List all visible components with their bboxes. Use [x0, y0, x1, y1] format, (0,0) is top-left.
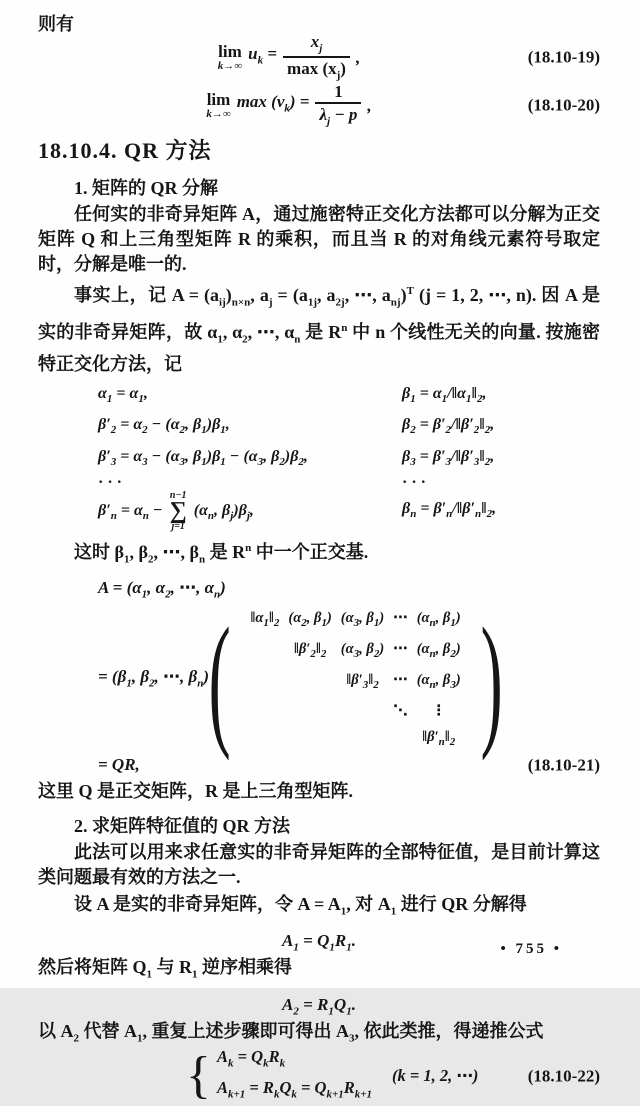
matrix-cell: $‖\beta'_2‖_2$: [293, 641, 327, 661]
right-paren: ): [480, 597, 503, 762]
gs-left: [98, 491, 402, 533]
matrix-cell: ⋯: [393, 672, 408, 689]
limit-operator: [218, 43, 242, 72]
equation-body: [218, 32, 360, 82]
equation-18-10-20: [38, 81, 600, 128]
paragraph-qr-step-setup: 设 A 是实的非奇异矩阵，令 $A = A_1$, 对 $A_1$ 进行 QR 分解得: [74, 893, 527, 918]
equation-tail: ,: [355, 47, 361, 67]
matrix-cell: ($\alpha_3$, $\beta_2$): [340, 641, 385, 661]
recurrence-line-2: $A_{k+1} = R_kQ_k = Q_{k+1}R_{k+1}$: [216, 1077, 373, 1100]
matrix-cell: [250, 726, 279, 753]
gs-ellipsis-row: [38, 475, 600, 491]
sum-operator: [170, 491, 187, 533]
equation-a1: $A_1 = Q_1R_1$.: [282, 931, 356, 954]
matrix-cell: ($\alpha_n$, $\beta_1$): [416, 610, 461, 630]
matrix-cell: ⋯: [393, 641, 408, 658]
lim-word: lim: [206, 89, 231, 109]
lim-subscript: k→∞: [206, 107, 231, 120]
qr-result-row: [38, 753, 600, 777]
fraction: [283, 32, 350, 82]
qr-result: = QR,: [98, 755, 140, 775]
lead-in-text: 则有: [38, 14, 74, 34]
sum-lower-limit: j=1: [171, 521, 185, 533]
gs-right: · · ·: [402, 473, 427, 491]
numerator: $x_j$: [310, 31, 323, 55]
equation-label: (18.10-20): [527, 95, 600, 115]
paragraph-qr-note: 这里 Q 是正交矩阵，R 是上三角型矩阵.: [38, 780, 353, 801]
equation-label: (18.10-22): [527, 1066, 600, 1086]
matrix-factorization-row: [38, 597, 600, 762]
matrix-cell: $‖\beta'_3‖_2$: [346, 672, 379, 691]
lim-word: lim: [218, 41, 242, 61]
gs-left: $\beta'_3 = \alpha_3 - (\alpha_3$, $\beta_1)\beta_1 - (\alpha_3$, $\beta_2)\beta_2$,: [98, 447, 308, 468]
denominator: $\lambda_j - p$: [315, 102, 361, 129]
matrix-cell: ⋯: [393, 610, 408, 627]
gs-row: [38, 381, 600, 412]
q-factor: = ($\beta_1$, $\beta_2$, ⋯, $\beta_n$): [98, 666, 210, 690]
recurrence-line-1: $A_k = Q_kR_k$: [216, 1047, 286, 1070]
matrix-cell: ⋮: [431, 703, 446, 719]
gs-right: $\beta_3$ = $\beta'_3/‖\beta'_3‖_2$,: [402, 447, 495, 468]
paragraph-gram-schmidt-setup: 事实上，记 $A = (a_{ij})_{n\times n}$, $a_j = (a_{1j}$, $a_{2j}$, ⋯, $a_{nj})^T$ (j = 1, 2, ⋯, n). 因 A 是实的非奇异矩阵，故 $\alpha_1$, $\alpha_2$, ⋯, $\alpha_n$ 是 $R^n$ 中 n 个线性无关的向量. 按施密特正交化方法，记: [38, 285, 601, 375]
numerator: 1: [334, 81, 343, 101]
paragraph-reverse-multiply: 然后将矩阵 $Q_1$ 与 $R_1$ 逆序相乘得: [38, 957, 293, 982]
recurrence-lines: [217, 1045, 372, 1106]
matrix-cell: ($\alpha_n$, $\beta_2$): [416, 641, 461, 661]
equation-lhs: $\max (v_k)$ =: [236, 91, 310, 115]
recurrence-condition: (k = 1, 2, ⋯): [392, 1066, 479, 1086]
page-number: • 755 •: [500, 941, 562, 957]
matrix-cell: ($\alpha_3$, $\beta_1$): [340, 610, 385, 630]
recurrence-system-row: [186, 1046, 600, 1104]
sum-upper-limit: n−1: [169, 489, 187, 501]
system-brace: {: [186, 1046, 211, 1104]
matrix-cell: [250, 638, 279, 665]
fraction: [315, 82, 361, 129]
matrix-cell: [288, 669, 331, 696]
matrix-cell: ⋱: [393, 703, 408, 719]
equation-label: (18.10-19): [527, 47, 600, 67]
gs-left: $\alpha_1 = \alpha_1$,: [98, 385, 148, 406]
matrix-cell: [393, 726, 408, 753]
gs-row: [38, 412, 600, 443]
matrix-cell: [288, 726, 331, 753]
sigma-symbol: ∑: [169, 497, 187, 524]
gram-schmidt-block: [38, 381, 600, 532]
sum-pre: $\beta'_n = \alpha_n$ −: [98, 502, 163, 523]
gs-row: [38, 444, 600, 475]
equation-body: [206, 82, 371, 129]
matrix-cell: [288, 700, 331, 722]
gs-left: · · ·: [98, 473, 123, 491]
paragraph-iterate: 以 $A_2$ 代替 $A_1$, 重复上述步骤即可得出 $A_3$, 依此类推，得递推公式: [38, 1021, 544, 1045]
paragraph-decomposition-intro: 任何实的非奇异矩阵 A，通过施密特正交化方法都可以分解为正交矩阵 Q 和上三角型矩阵 R 的乘积，而且当 R 的对角线元素符号取定时，分解是唯一的.: [38, 204, 600, 274]
section-title: 18.10.4. QR 方法: [38, 138, 212, 163]
matrix-cell: ($\alpha_n$, $\beta_3$): [416, 672, 461, 691]
paragraph-orthobasis: 这时 $\beta_1$, $\beta_2$, ⋯, $\beta_n$ 是 $R^n$ 中一个正交基.: [74, 542, 369, 566]
equation-lhs: $u_k$ =: [248, 43, 278, 67]
paragraph-eigenvalue-method: 此法可以用来求任意实的非奇异矩阵的全部特征值，是目前计算这类问题最有效的方法之一.: [38, 841, 600, 887]
matrix-cell: [250, 700, 279, 722]
matrix-equation-lhs: $A = (\alpha_1$, $\alpha_2$, ⋯, $\alpha_n$): [98, 577, 226, 601]
equation-label: (18.10-21): [527, 755, 600, 775]
r-matrix-grid: [250, 607, 460, 753]
subsection-1-title: 1. 矩阵的 QR 分解: [74, 178, 218, 198]
matrix-cell: ($\alpha_2$, $\beta_1$): [288, 610, 332, 630]
gs-sum-row: [38, 491, 600, 533]
gs-right: $\beta_n$ = $\beta'_n/‖\beta'_n‖_2$,: [402, 499, 497, 521]
matrix-cell: $‖\alpha_1‖_2$: [250, 610, 280, 630]
limit-operator: [206, 91, 230, 120]
gs-left: $\beta'_2 = \alpha_2 - (\alpha_2$, $\beta_1)\beta_1$,: [98, 416, 230, 437]
sum-post: ($\alpha_n$, $\beta_j)\beta_j$,: [193, 502, 254, 523]
lim-subscript: k→∞: [217, 59, 243, 72]
subsection-2-title: 2. 求矩阵特征值的 QR 方法: [74, 815, 290, 836]
matrix-cell: [250, 669, 279, 696]
gs-right: $\beta_1$ = $\alpha_1/‖\alpha_1‖_2$,: [402, 385, 487, 406]
gs-right: $\beta_2$ = $\beta'_2/‖\beta'_2‖_2$,: [402, 416, 495, 437]
left-paren: (: [208, 597, 231, 762]
matrix-cell: [341, 726, 384, 753]
equation-18-10-19: [38, 31, 600, 81]
matrix-cell: [341, 700, 384, 722]
matrix-cell: $‖\beta'_n‖_2$: [422, 729, 456, 748]
denominator: $\max (x_j)$: [283, 56, 350, 83]
equation-tail: ,: [367, 95, 372, 115]
equation-a2: $A_2 = R_1Q_1$.: [282, 995, 356, 1018]
